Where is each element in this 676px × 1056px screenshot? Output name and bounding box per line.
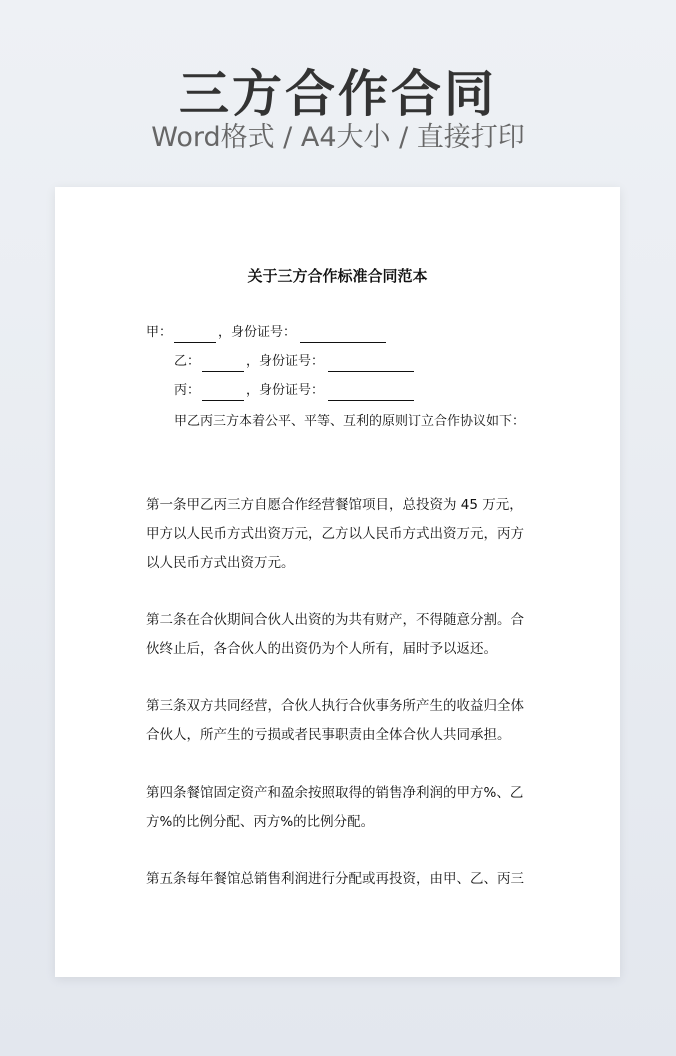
clause-4: 第四条餐馆固定资产和盈余按照取得的销售净利润的甲方%、乙方%的比例分配、丙方%的比例分配。: [146, 785, 524, 830]
clause-5: 第五条每年餐馆总销售利润进行分配或再投资，由甲、乙、丙三: [146, 871, 524, 887]
party-colon: ：: [159, 325, 173, 340]
party-line-b: [174, 352, 414, 372]
id-blank: [328, 385, 414, 401]
party-separator: ，: [246, 383, 260, 398]
page-title: 三方合作合同: [179, 65, 497, 123]
party-colon: ：: [187, 354, 201, 369]
party-separator: ，: [246, 354, 260, 369]
party-separator: ，: [218, 325, 232, 340]
party-line-a: [146, 323, 386, 343]
party-name: 乙: [174, 354, 188, 369]
id-label: 身份证号：: [259, 354, 325, 369]
id-label: 身份证号：: [259, 383, 325, 398]
clause-2: 第二条在合伙期间合伙人出资的为共有财产，不得随意分割。合伙终止后，各合伙人的出资仍为个人所有，届时予以返还。: [146, 612, 524, 657]
document-page: [55, 187, 620, 977]
id-blank: [300, 327, 386, 343]
party-name: 丙: [174, 383, 188, 398]
name-blank: [202, 356, 244, 372]
party-colon: ：: [187, 383, 201, 398]
name-blank: [202, 385, 244, 401]
party-line-c: [174, 381, 414, 401]
party-name: 甲: [146, 325, 160, 340]
page-subtitle: Word格式 / A4大小 / 直接打印: [151, 122, 525, 153]
name-blank: [174, 327, 216, 343]
clause-1: 第一条甲乙丙三方自愿合作经营餐馆项目，总投资为 45 万元，甲方以人民币方式出资万元，乙方以人民币方式出资万元，丙方以人民币方式出资万元。: [146, 497, 524, 571]
id-label: 身份证号：: [231, 325, 297, 340]
document-title: 关于三方合作标准合同范本: [247, 267, 428, 285]
intro-text: 甲乙丙三方本着公平、平等、互利的原则订立合作协议如下：: [174, 414, 526, 429]
id-blank: [328, 356, 414, 372]
clause-3: 第三条双方共同经营，合伙人执行合伙事务所产生的收益归全体合伙人，所产生的亏损或者民事职责由全体合伙人共同承担。: [146, 698, 524, 743]
